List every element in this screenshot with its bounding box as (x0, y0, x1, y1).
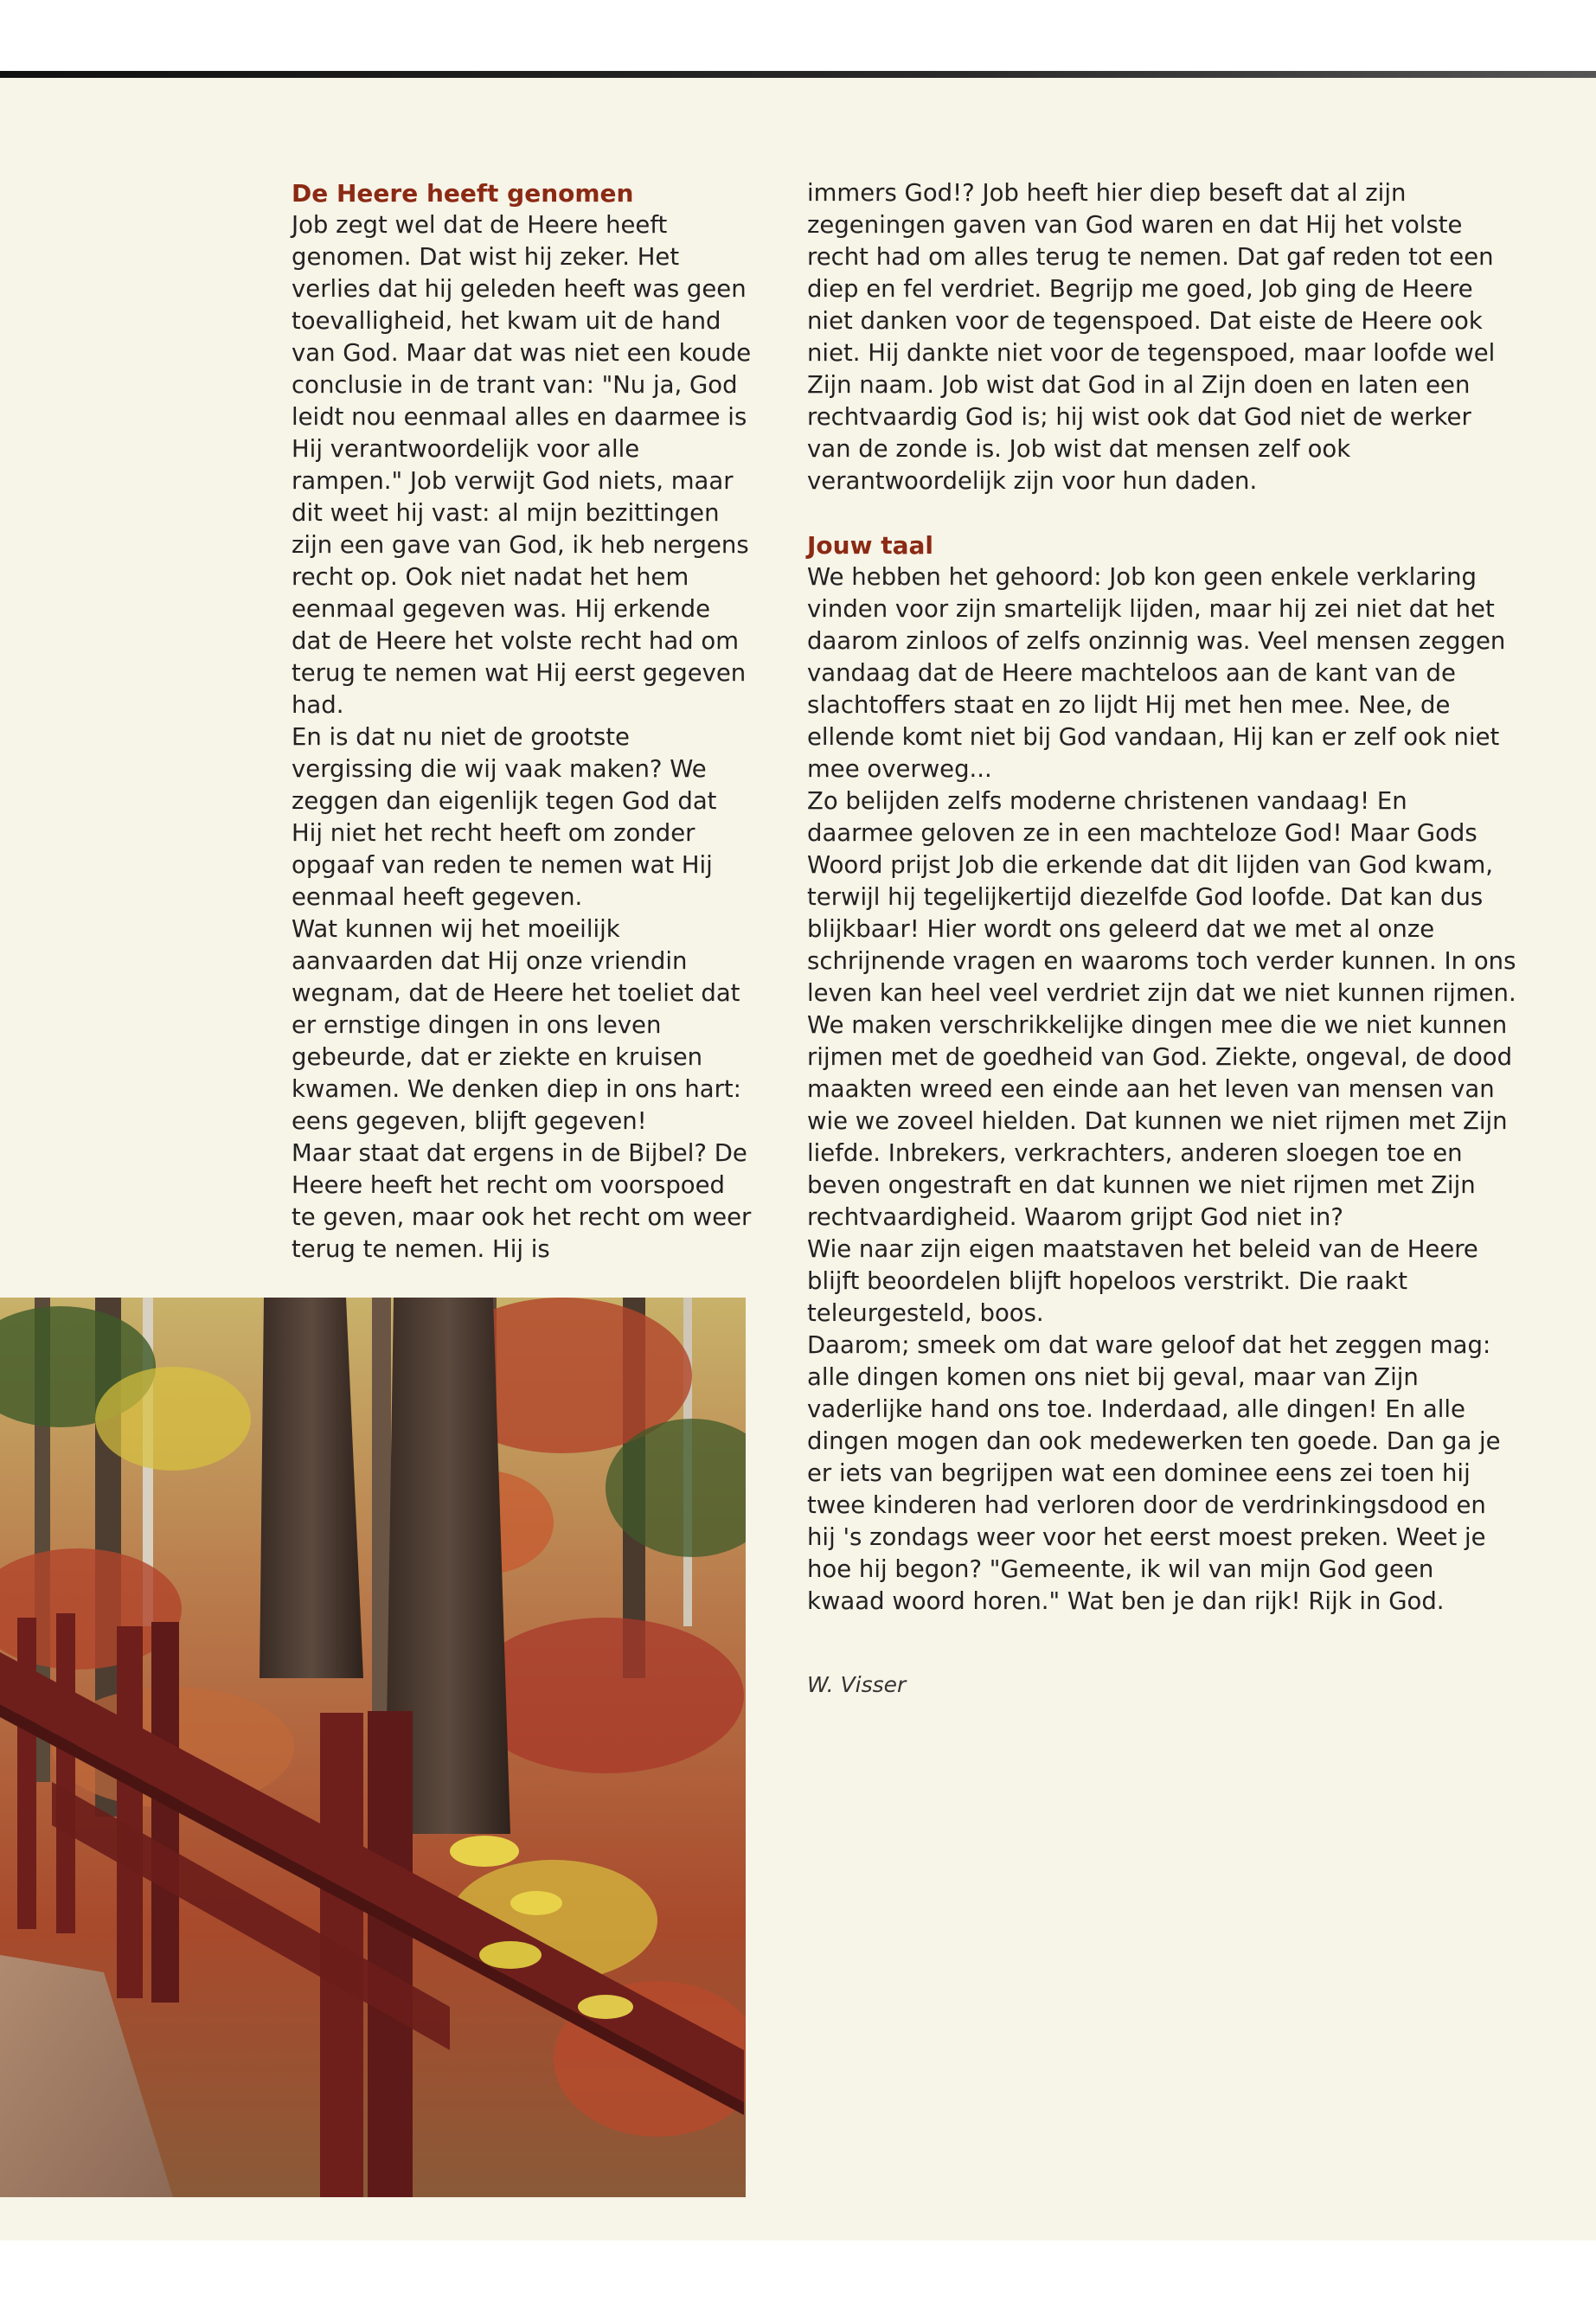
author-byline: W. Visser (807, 1672, 907, 1697)
right-intro-paragraph: immers God!? Job heeft hier diep beseft dat al zijn zegeningen gaven van God waren en dat Hij het volste recht had om alles terug te nemen. Dat gaf reden tot een diep en fel verdriet. Begrijp me goed, Job ging de Heere niet danken voor de tegenspoed. Dat eiste de Heere ook niet. Hij dankte niet voor de tegenspoed, maar loofde wel Zijn naam. Job wist dat God in al Zijn doen en laten een rechtvaardig God is; hij wist ook dat God niet de werker van de zonde is. Job wist dat mensen zelf ook verantwoordelijk zijn voor hun daden. (807, 179, 1496, 495)
left-paragraph-1: Job zegt wel dat de Heere heeft genomen. Dat wist hij zeker. Het verlies dat hij geleden heeft was geen toevalligheid, het kwam uit de hand van God. Maar dat was niet een koude conclusie in de trant van: "Nu ja, God leidt nou eenmaal alles en daarmee is Hij verantwoordelijk voor alle rampen." Job verwijt God niets, maar dit weet hij vast: al mijn bezittingen zijn een gave van God, ik heb nergens recht op. Ook niet nadat het hem eenmaal gegeven was. Hij erkende dat de Heere het volste recht had om terug te nemen wat Hij eerst gegeven had. (292, 211, 752, 719)
scan-top-margin (0, 0, 1596, 74)
autumn-forest-fence-photo (0, 1298, 746, 2197)
section-heading-heere-heeft-genomen: De Heere heeft genomen (292, 179, 634, 208)
left-paragraph-3: Wat kunnen wij het moeilijk aanvaarden dat Hij onze vriendin wegnam, dat de Heere het toeliet dat er ernstige dingen in ons leven gebeurde, dat er ziekte en kruisen kwamen. We denken diep in ons hart: eens gegeven, blijft gegeven! (292, 915, 741, 1135)
right-paragraph-2: Zo belijden zelfs moderne christenen vandaag! En daarmee geloven ze in een machteloze God! Maar Gods Woord prijst Job die erkende dat dit lijden van God kwam, terwijl hij tegelijkertijd diezelfde God loofde. Dat kan dus blijkbaar! Hier wordt ons geleerd dat we met al onze schrijnende vragen en waaroms toch verder kunnen. In ons leven kan heel veel verdriet zijn dat we niet kunnen rijmen. We maken verschrikkelijke dingen mee die we niet kunnen rijmen met de goedheid van God. Ziekte, ongeval, de dood maakten wreed een einde aan het leven van mensen van wie we zoveel hielden. Dat kunnen we niet rijmen met Zijn liefde. Inbrekers, verkrachters, anderen sloegen toe en beven ongestraft en dat kunnen we niet rijmen met Zijn rechtvaardigheid. Waarom grijpt God niet in? (807, 787, 1516, 1231)
left-paragraph-2: En is dat nu niet de grootste vergissing die wij vaak maken? We zeggen dan eigenlijk tegen God dat Hij niet het recht heeft om zonder opgaaf van reden te nemen wat Hij eenmaal heeft gegeven. (292, 723, 717, 911)
right-paragraph-4: Daarom; smeek om dat ware geloof dat het zeggen mag: alle dingen komen ons niet bij geval, maar van Zijn vaderlijke hand ons toe. Inderdaad, alle dingen! En alle dingen mogen dan ook medewerken ten goede. Dan ga je er iets van begrijpen wat een dominee eens zei toen hij twee kinderen had verloren door de verdrinkingsdood en hij 's zondags weer voor het eerst moest preken. Weet je hoe hij begon? "Gemeente, ik wil van mijn God geen kwaad woord horen." Wat ben je dan rijk! Rijk in God. (807, 1331, 1501, 1615)
scan-bottom-margin (0, 2240, 1596, 2301)
left-column (292, 177, 754, 1266)
left-paragraph-4: Maar staat dat ergens in de Bijbel? De Heere heeft het recht om voorspoed te geven, maar ook het recht om weer terug te nemen. Hij is (292, 1139, 752, 1263)
scan-top-edge (0, 71, 1596, 78)
right-column (807, 177, 1516, 1618)
right-paragraph-3: Wie naar zijn eigen maatstaven het beleid van de Heere blijft beoordelen blijft hopeloos verstrikt. Die raakt teleurgesteld, boos. (807, 1235, 1478, 1327)
right-paragraph-1: We hebben het gehoord: Job kon geen enkele verklaring vinden voor zijn smartelijk lijden, maar hij zei niet dat het daarom zinloos of zelfs onzinnig was. Veel mensen zeggen vandaag dat de Heere machteloos aan de kant van de slachtoffers staat en zo lijdt Hij met hen mee. Nee, de ellende komt niet bij God vandaan, Hij kan er zelf ook niet mee overweg... (807, 563, 1506, 783)
section-heading-jouw-taal: Jouw taal (807, 531, 933, 560)
photo-illustration (0, 1298, 746, 2197)
